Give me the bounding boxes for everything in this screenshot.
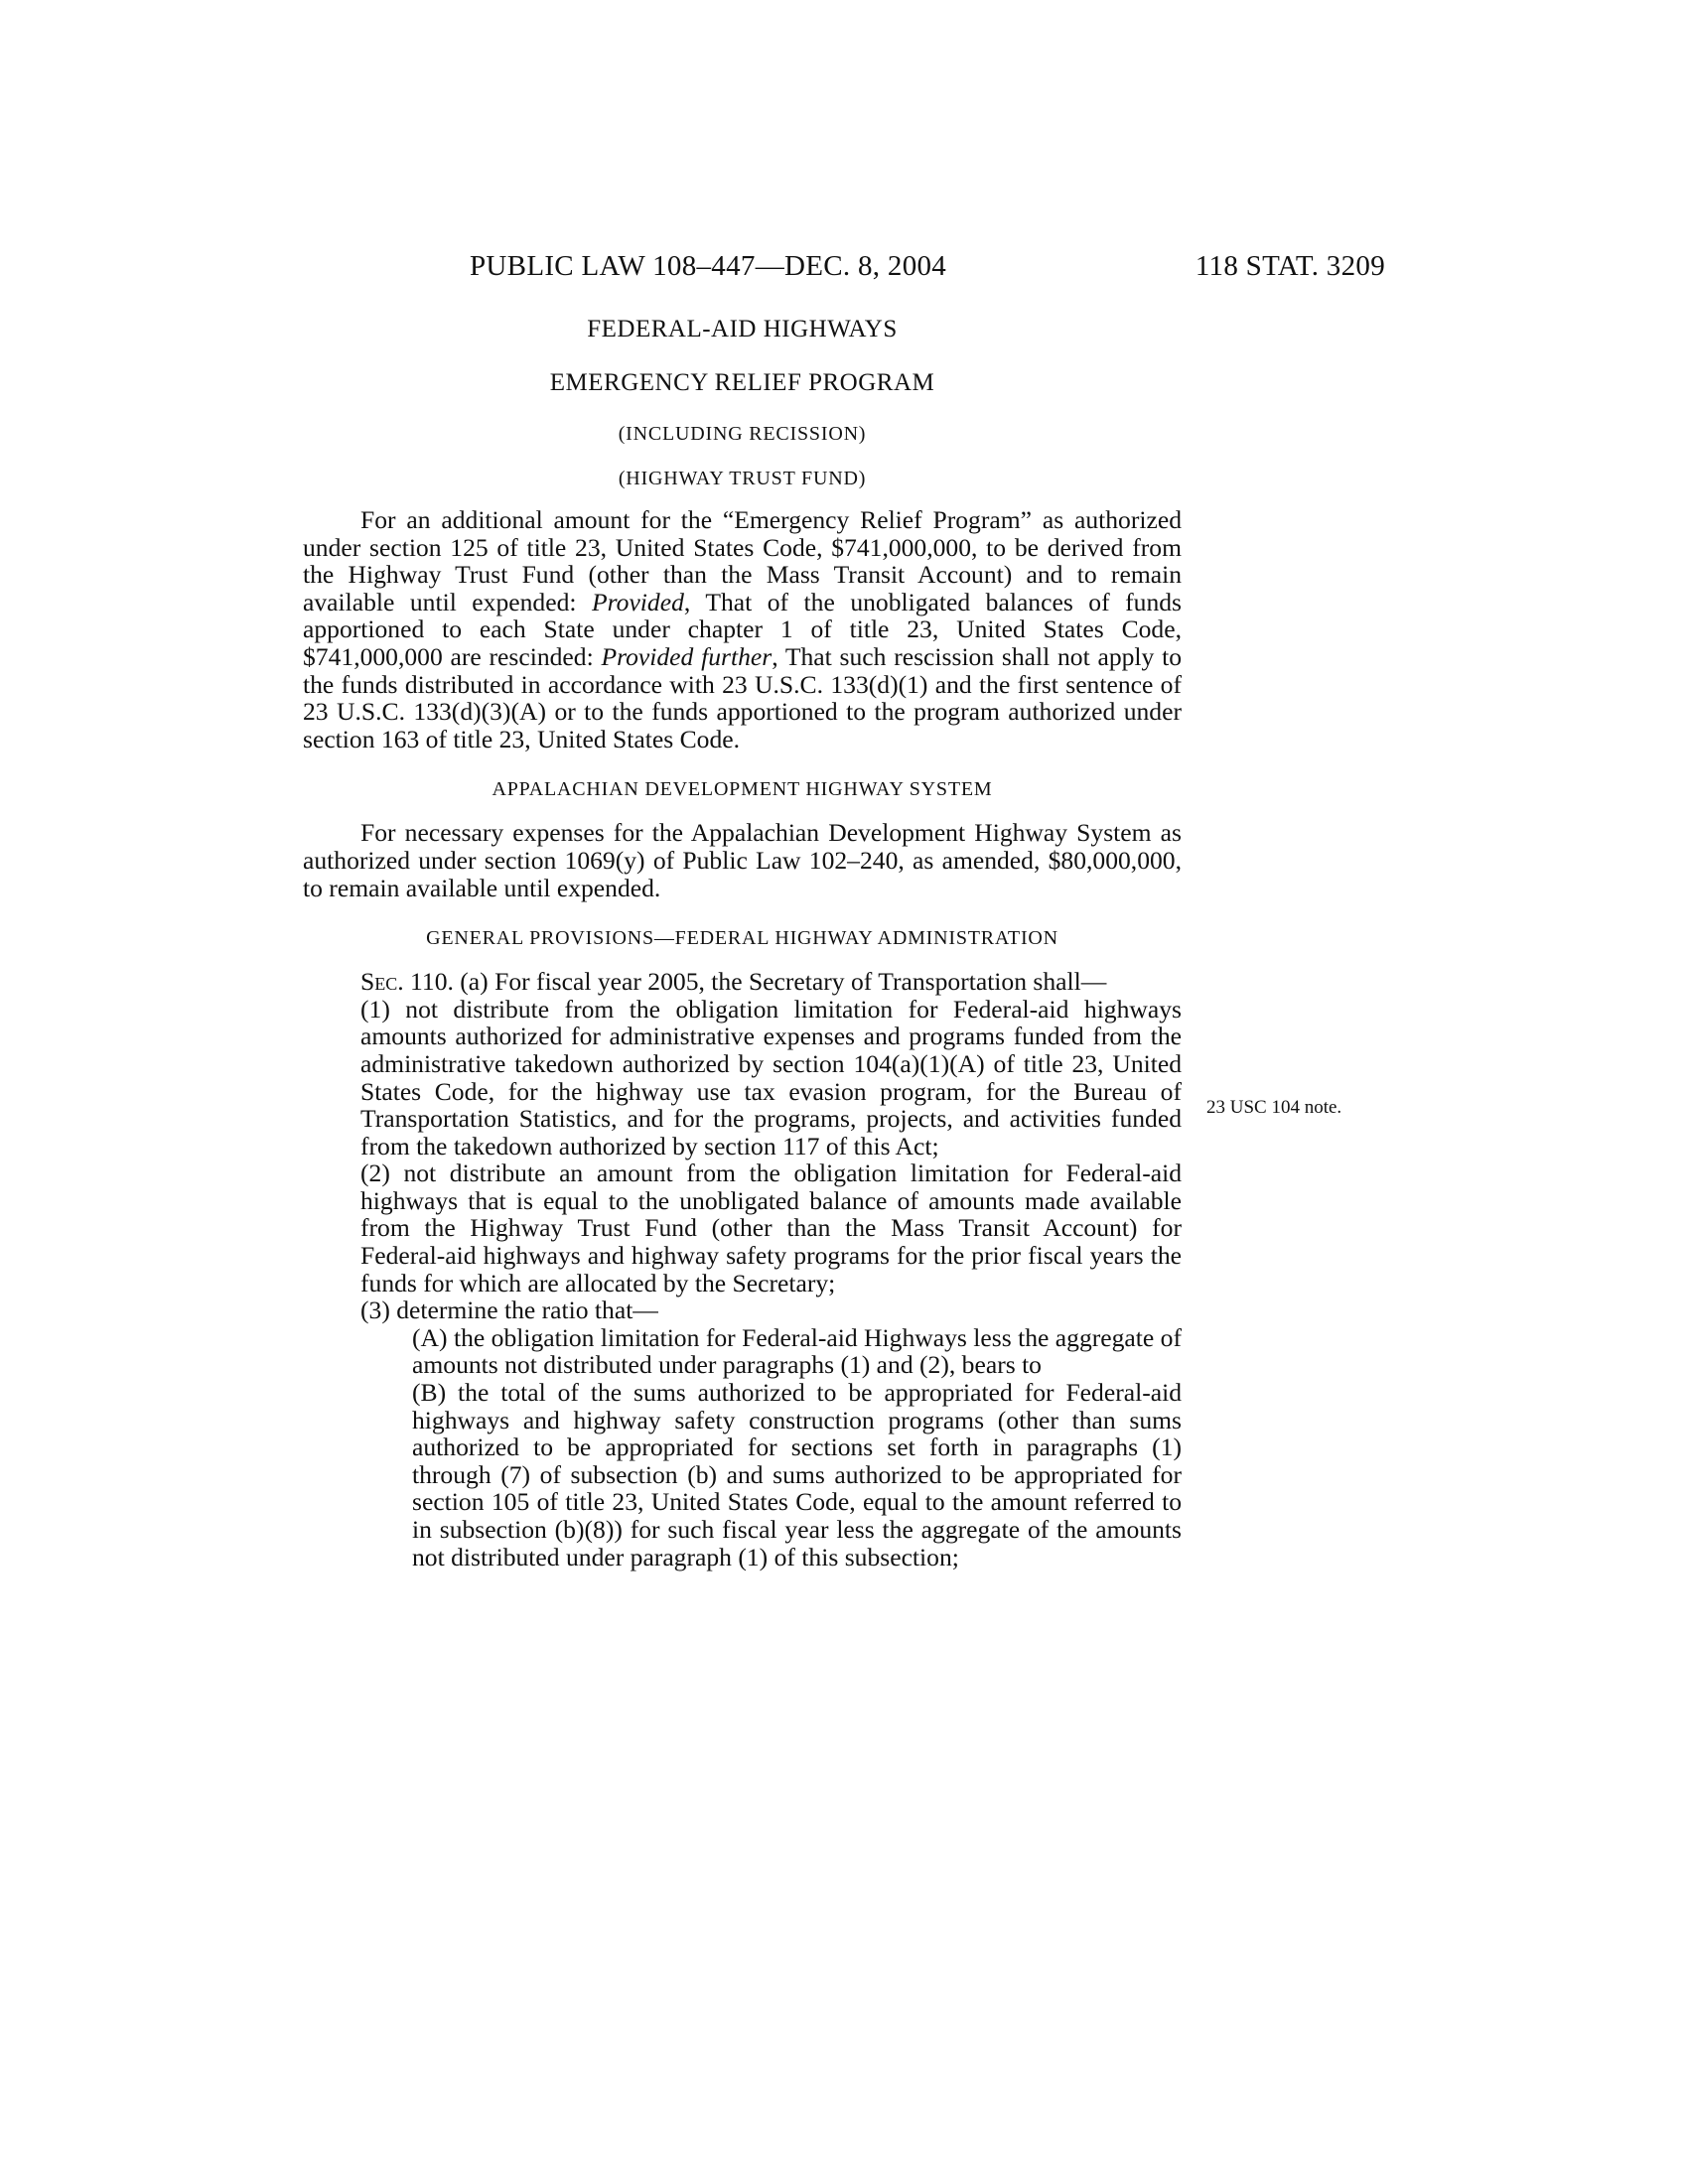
running-header <box>303 250 1385 294</box>
document-page <box>303 0 1385 2184</box>
subheading-highway-trust-fund: (HIGHWAY TRUST FUND) <box>618 468 867 489</box>
statute-page-number: 118 STAT. 3209 <box>1195 250 1385 282</box>
subheading-including-recission: (INCLUDING RECISSION) <box>618 423 867 445</box>
heading-general-provisions: GENERAL PROVISIONS—FEDERAL HIGHWAY ADMINISTRATION <box>426 927 1058 950</box>
section-110-subparagraph-b: (B) the total of the sums authorized to be appropriated for Federal-aid highways and highway safety construction programs (other than sums authorized to be appropriated for sections set forth in paragraphs (1) through (7) of subsection (b) and sums authorized to be appropriated for section 105 of title 23, United States Code, equal to the amount referred to in subsection (b)(8)) for such fiscal year less the aggregate of the amounts not distributed under paragraph (1) of this subsection; <box>412 1378 1182 1571</box>
public-law-citation: PUBLIC LAW 108–447—DEC. 8, 2004 <box>470 250 947 282</box>
heading-appalachian-development: APPALACHIAN DEVELOPMENT HIGHWAY SYSTEM <box>492 778 993 801</box>
section-110-paragraph-3: (3) determine the ratio that— <box>360 1296 658 1325</box>
section-110-paragraph-2: (2) not distribute an amount from the obligation limitation for Federal-aid highways that is equal to the unobligated balance of amounts made available from the Highway Trust Fund (other than the Mass Transit Account) for Federal-aid highways and highway safety programs for the prior fiscal years the funds for which are allocated by the Secretary; <box>360 1159 1182 1297</box>
appalachian-paragraph: For necessary expenses for the Appalachian Development Highway System as authorized under section 1069(y) of Public Law 102–240, as amended, $80,000,000, to remain available until expended. <box>303 818 1182 902</box>
section-110-intro: Sec. 110. (a) For fiscal year 2005, the Secretary of Transportation shall— <box>360 967 1107 997</box>
main-column <box>303 316 1182 1570</box>
section-110-subparagraph-a: (A) the obligation limitation for Federal-aid Highways less the aggregate of amounts not distributed under paragraphs (1) and (2), bears to <box>412 1322 1182 1380</box>
heading-federal-aid-highways: FEDERAL-AID HIGHWAYS <box>587 316 898 342</box>
margin-note-usc: 23 USC 104 note. <box>1206 1097 1342 1118</box>
emergency-relief-paragraph: For an additional amount for the “Emergency Relief Program” as authorized under section 125 of title 23, United States Code, $741,000,000, to be derived from the Highway Trust Fund (other than the Mass Transit Account) and to remain available until expended: Provided, That of the unobligated balances of funds apportioned to each State under chapter 1 of title 23, United States Code, $741,000,000 are rescinded: Provided further, That such rescission shall not apply to the funds distributed in accordance with 23 U.S.C. 133(d)(1) and the first sentence of 23 U.S.C. 133(d)(3)(A) or to the funds apportioned to the program authorized under section 163 of title 23, United States Code. <box>303 505 1182 753</box>
heading-emergency-relief-program: EMERGENCY RELIEF PROGRAM <box>549 369 935 396</box>
section-110-paragraph-1: (1) not distribute from the obligation limitation for Federal-aid highways amounts authorized for administrative expenses and programs funded from the administrative takedown authorized by section 104(a)(1)(A) of title 23, United States Code, for the highway use tax evasion program, for the Bureau of Transportation Statistics, and for the programs, projects, and activities funded from the takedown authorized by section 117 of this Act; <box>360 994 1182 1160</box>
